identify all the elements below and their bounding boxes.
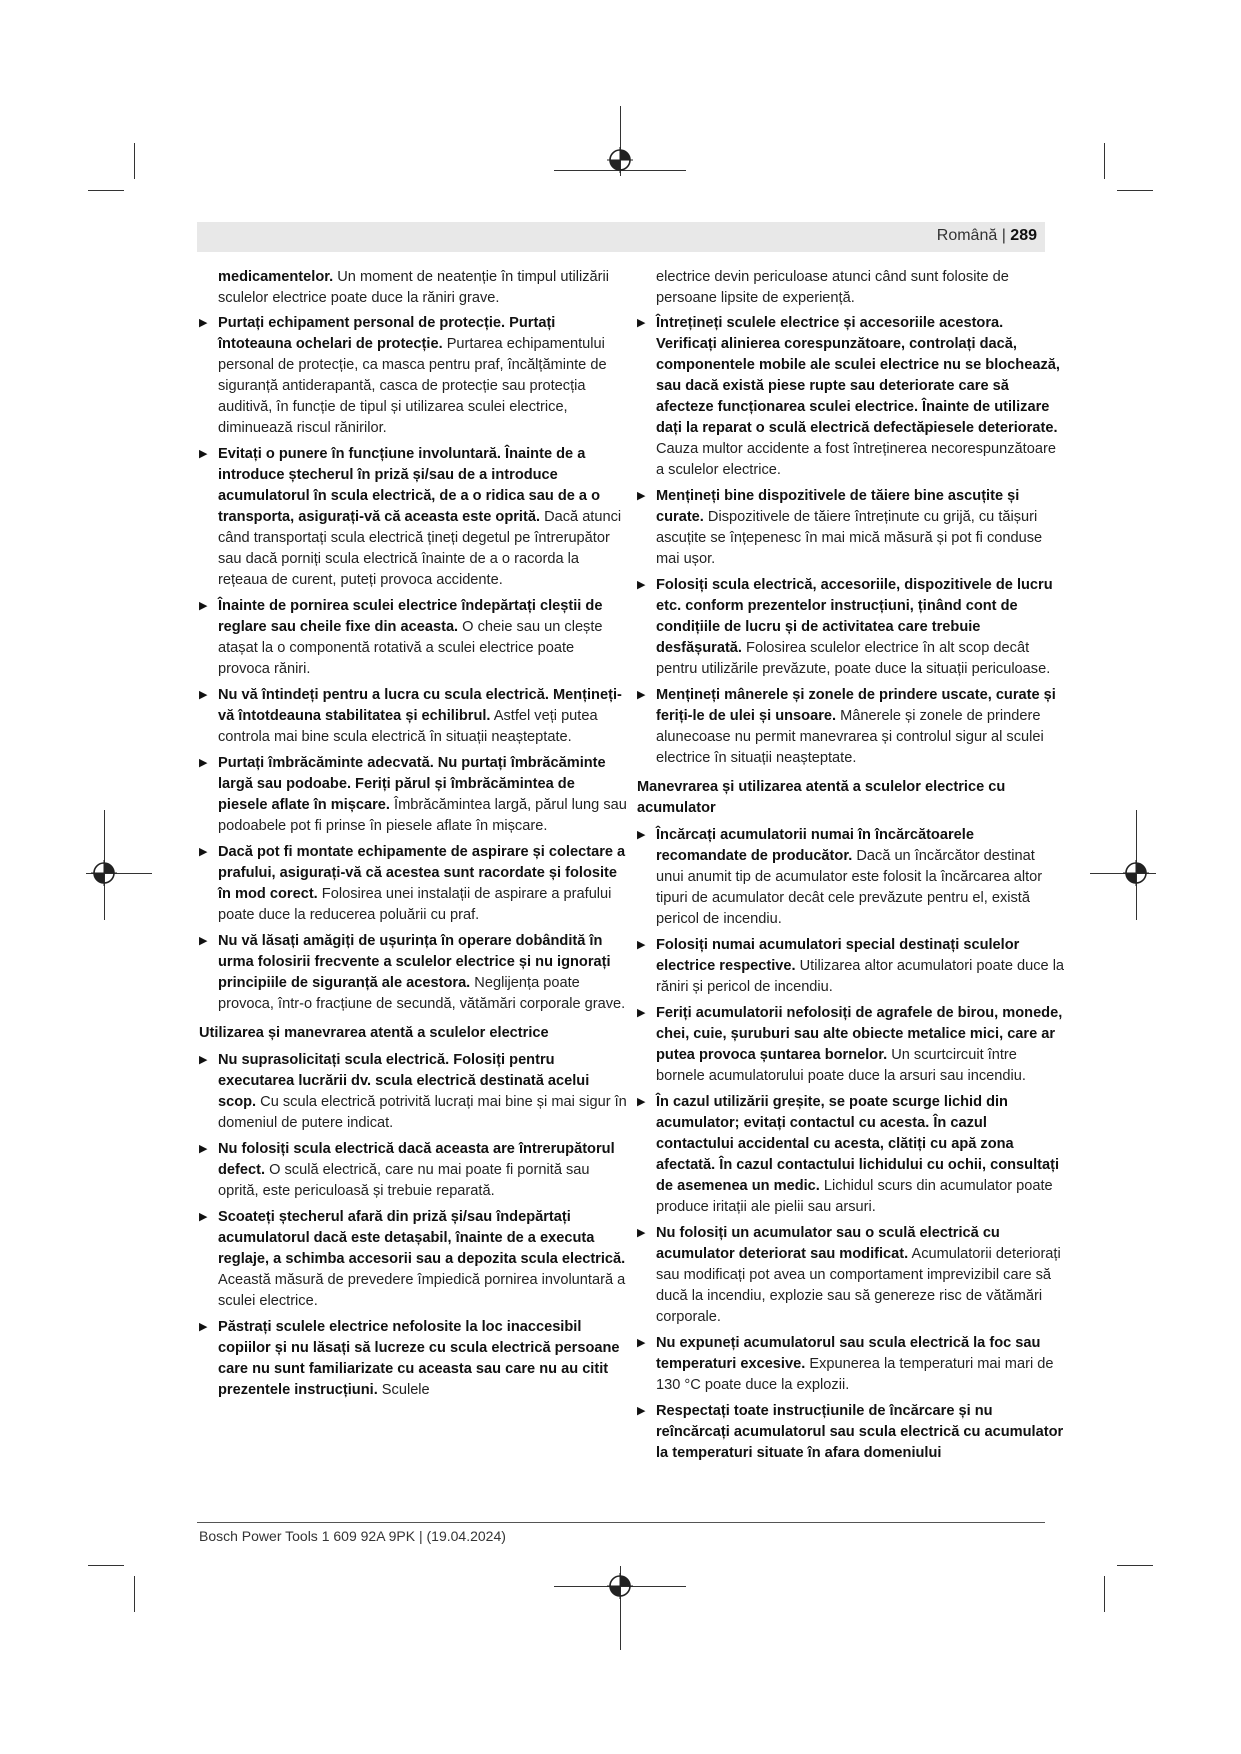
list-item bbox=[199, 1317, 627, 1401]
page-label: Română | 289 bbox=[936, 227, 1037, 244]
bold-text: Folosiți numai acumulatori special destinați sculelor electrice respective. bbox=[656, 937, 1020, 974]
page-header bbox=[197, 222, 1045, 252]
crop-mark bbox=[88, 190, 124, 191]
list-item bbox=[199, 444, 627, 591]
bold-text: Nu folosiți scula electrică dacă aceasta are întrerupătorul defect. bbox=[218, 1141, 615, 1178]
list-item bbox=[637, 486, 1065, 570]
list-item bbox=[637, 1333, 1065, 1396]
footer-divider bbox=[197, 1522, 1045, 1523]
bold-text: Evitați o punere în funcțiune involuntară. Înainte de a introduce ștecherul în priză și/sau de a introduce acumulatorul în scula electrică, de a o ridica sau de a o transporta, asigurați-vă că aceasta este oprită. bbox=[218, 446, 601, 525]
triangle-right-icon: ▶ bbox=[199, 1211, 208, 1223]
triangle-right-icon: ▶ bbox=[199, 448, 208, 460]
triangle-right-icon: ▶ bbox=[637, 1405, 646, 1417]
crosshair-target-icon bbox=[91, 860, 117, 886]
bold-text: Mențineți mânerele și zonele de prindere uscate, curate și feriți-le de ulei și unsoare. bbox=[656, 687, 1056, 724]
body-text: Dacă un încărcător destinat unui anumit tip de acumulator este folosit la încărcarea altor tipuri de acumulator decât cele prevăzute pentru el, există pericol de incendiu. bbox=[656, 848, 1043, 927]
triangle-right-icon: ▶ bbox=[637, 1007, 646, 1019]
list-item bbox=[199, 931, 627, 1015]
triangle-right-icon: ▶ bbox=[199, 846, 208, 858]
body-text: Acumulatorii deteriorați sau modificați pot avea un comportament imprevizibil care să ducă la incendiu, explozie sau să genereze risc de vătămări corporale. bbox=[656, 1246, 1061, 1325]
crop-mark bbox=[1104, 1576, 1105, 1612]
body-text: Neglijența poate provoca, într-o fracțiune de secundă, vătămări corporale grave. bbox=[218, 975, 626, 1012]
body-text: O cheie sau un clește atașat la o componentă rotativă a sculei electrice poate provoca răniri. bbox=[218, 619, 603, 677]
crop-mark bbox=[1117, 190, 1153, 191]
body-text: Cauza multor accidente a fost întreținerea necorespunzătoare a sculelor electrice. bbox=[656, 441, 1056, 478]
triangle-right-icon: ▶ bbox=[199, 317, 208, 329]
bold-text: Nu suprasolicitați scula electrică. Folosiți pentru executarea lucrării dv. scula electrică destinată acelui scop. bbox=[218, 1052, 590, 1110]
body-text: Dispozitivele de tăiere întreținute cu grijă, cu tăișuri ascuțite se înțepenesc în mai mică măsură și pot fi conduse mai ușor. bbox=[656, 509, 1043, 567]
body-text: Purtarea echipamentului personal de protecție, ca masca pentru praf, încălțăminte de siguranță antiderapantă, casca de protecție sau protecția auditivă, în funcție de tipul și utilizarea sculei electrice, diminuează riscul rănirilor. bbox=[218, 336, 607, 436]
bold-text: Întrețineți sculele electrice și accesoriile acestora. Verificați alinierea corespunzătoare, controlați dacă, componentele mobile ale sculei electrice nu se blochează, sau dacă există piese rupte sau deteriorate care să afecteze funcționarea sculei electrice. Înainte de utilizare dați la reparat o sculă electrică defectăpiesele deteriorate. bbox=[656, 315, 1060, 436]
intro-paragraph bbox=[637, 267, 1065, 309]
bold-text: Respectați toate instrucțiunile de încărcare și nu reîncărcați acumulatorul sau scula electrică cu acumulator la temperaturi situate în afara domeniului bbox=[656, 1403, 1064, 1461]
triangle-right-icon: ▶ bbox=[199, 757, 208, 769]
list-item bbox=[199, 842, 627, 926]
bold-text: Înainte de pornirea sculei electrice îndepărtați cleștii de reglare sau cheile fixe din aceasta. bbox=[218, 598, 603, 635]
bold-text: Feriți acumulatorii nefolosiți de agrafele de birou, monede, chei, cuie, șuruburi sau alte obiecte metalice mici, care ar putea provoca șuntarea bornelor. bbox=[656, 1005, 1063, 1063]
page-footer: Bosch Power Tools 1 609 92A 9PK | (19.04.2024) bbox=[199, 1528, 506, 1544]
triangle-right-icon: ▶ bbox=[637, 490, 646, 502]
bold-text: Scoateți ștecherul afară din priză și/sau îndepărtați acumulatorul dacă este detașabil, înainte de a executa reglaje, a schimba accesorii sau a depozita scula electrică. bbox=[218, 1209, 626, 1267]
body-text: electrice devin periculoase atunci când sunt folosite de persoane lipsite de experiență. bbox=[656, 269, 1009, 306]
triangle-right-icon: ▶ bbox=[199, 1143, 208, 1155]
body-text: Lichidul scurs din acumulator poate produce iritații ale pielii sau arsuri. bbox=[656, 1178, 1053, 1215]
body-text: Folosirea sculelor electrice în alt scop decât pentru utilizările prevăzute, poate duce la situații periculoase. bbox=[656, 640, 1051, 677]
list-item bbox=[637, 1092, 1065, 1218]
bold-text: Încărcați acumulatorii numai în încărcătoarele recomandate de producător. bbox=[656, 827, 974, 864]
list-item bbox=[637, 575, 1065, 680]
list-item bbox=[637, 1003, 1065, 1087]
bold-text: Mențineți bine dispozitivele de tăiere bine ascuțite și curate. bbox=[656, 488, 1020, 525]
left-column bbox=[199, 267, 627, 1406]
crop-mark bbox=[1104, 143, 1105, 179]
triangle-right-icon: ▶ bbox=[199, 1054, 208, 1066]
body-text: Mânerele și zonele de prindere alunecoase nu permit manevrarea și controlul sigur al sculei electrice în situații neașteptate. bbox=[656, 708, 1044, 766]
triangle-right-icon: ▶ bbox=[637, 317, 646, 329]
body-text: Expunerea la temperaturi mai mari de 130 °C poate duce la explozii. bbox=[656, 1356, 1054, 1393]
list-item bbox=[199, 1207, 627, 1312]
list-item bbox=[637, 935, 1065, 998]
body-text: Folosirea unei instalații de aspirare a prafului poate duce la reducerea poluării cu praf. bbox=[218, 886, 612, 923]
page-number: 289 bbox=[1010, 227, 1037, 244]
list-item bbox=[199, 313, 627, 439]
triangle-right-icon: ▶ bbox=[637, 1096, 646, 1108]
crop-mark bbox=[88, 1565, 124, 1566]
triangle-right-icon: ▶ bbox=[199, 600, 208, 612]
body-text: Sculele bbox=[377, 1382, 430, 1398]
section-heading: Utilizarea și manevrarea atentă a sculelor electrice bbox=[199, 1025, 549, 1041]
intro-paragraph bbox=[199, 267, 627, 309]
body-text: Cu scula electrică potrivită lucrați mai bine și mai sigur în domeniul de putere indicat. bbox=[218, 1094, 627, 1131]
list-item bbox=[199, 685, 627, 748]
body-text: Un moment de neatenție în timpul utilizării sculelor electrice poate duce la răniri grave. bbox=[218, 269, 609, 306]
bold-text: Purtați echipament personal de protecție. Purtați întoteauna ochelari de protecție. bbox=[218, 315, 556, 352]
list-item bbox=[637, 313, 1065, 481]
bold-text: Păstrați sculele electrice nefolosite la loc inaccesibil copiilor și nu lăsați să lucreze cu scula electrică persoane care nu sunt familiarizate cu aceasta sau care nu au citit prezentele instrucțiuni. bbox=[218, 1319, 620, 1398]
crosshair-target-icon bbox=[607, 147, 633, 173]
body-text: Utilizarea altor acumulatori poate duce la răniri și pericol de incendiu. bbox=[656, 958, 1065, 995]
bold-text: Purtați îmbrăcăminte adecvată. Nu purtați îmbrăcăminte largă sau podoabe. Feriți părul și îmbrăcămintea de piesele aflate în mișcare. bbox=[218, 755, 606, 813]
crosshair-target-icon bbox=[1123, 860, 1149, 886]
triangle-right-icon: ▶ bbox=[199, 1321, 208, 1333]
list-item bbox=[199, 1050, 627, 1134]
list-item bbox=[637, 1223, 1065, 1328]
body-text: O sculă electrică, care nu mai poate fi pornită sau oprită, este periculoasă și trebuie reparată. bbox=[218, 1162, 590, 1199]
list-item bbox=[637, 685, 1065, 769]
body-text: Această măsură de prevedere împiedică pornirea involuntară a sculei electrice. bbox=[218, 1272, 626, 1309]
crosshair-target-icon bbox=[607, 1573, 633, 1599]
triangle-right-icon: ▶ bbox=[199, 935, 208, 947]
body-text: Astfel veți putea controla mai bine scula electrică în situații neașteptate. bbox=[218, 708, 598, 745]
list-item bbox=[637, 825, 1065, 930]
bold-text: Nu vă lăsați amăgiți de ușurința în operare dobândită în urma folosirii frecvente a sculelor electrice și nu ignorați principiile de siguranță ale acestora. bbox=[218, 933, 611, 991]
bold-text: În cazul utilizării greșite, se poate scurge lichid din acumulator; evitați contactul cu acesta. În cazul contactului accidental cu acesta, clătiți cu apă zona afectată. În cazul contactului lichidului cu ochii, consultați de asemenea un medic. bbox=[656, 1094, 1060, 1194]
language-label: Română bbox=[936, 227, 998, 244]
body-text: Dacă atunci când transportați scula electrică țineți degetul pe întrerupător sau dacă porniți scula electrică înainte de a o racorda la rețeaua de curent, puteți provoca accidente. bbox=[218, 509, 622, 588]
body-text: Un scurtcircuit între bornele acumulatorului poate duce la arsuri sau incendiu. bbox=[656, 1047, 1026, 1084]
body-text: Îmbrăcămintea largă, părul lung sau podoabele pot fi prinse în piesele aflate în mișcare. bbox=[218, 797, 627, 834]
list-item bbox=[637, 1401, 1065, 1464]
bold-text: medicamentelor. bbox=[218, 269, 334, 285]
triangle-right-icon: ▶ bbox=[637, 939, 646, 951]
list-item bbox=[199, 1139, 627, 1202]
crop-mark bbox=[1117, 1565, 1153, 1566]
triangle-right-icon: ▶ bbox=[637, 829, 646, 841]
bold-text: Folosiți scula electrică, accesoriile, dispozitivele de lucru etc. conform prezentelor instrucțiuni, ținând cont de condițiile de lucru și de activitatea care trebuie desfășurată. bbox=[656, 577, 1053, 656]
bold-text: Nu vă întindeți pentru a lucra cu scula electrică. Mențineți-vă întotdeauna stabilitatea și echilibrul. bbox=[218, 687, 622, 724]
triangle-right-icon: ▶ bbox=[637, 579, 646, 591]
bold-text: Dacă pot fi montate echipamente de aspirare și colectare a prafului, asigurați-vă că acestea sunt racordate și folosite în mod corect. bbox=[218, 844, 626, 902]
triangle-right-icon: ▶ bbox=[637, 1337, 646, 1349]
right-column bbox=[637, 267, 1065, 1469]
section-heading: Manevrarea și utilizarea atentă a sculelor electrice cu acumulator bbox=[637, 779, 1006, 816]
crop-mark bbox=[134, 143, 135, 179]
triangle-right-icon: ▶ bbox=[637, 689, 646, 701]
bold-text: Nu expuneți acumulatorul sau scula electrică la foc sau temperaturi excesive. bbox=[656, 1335, 1041, 1372]
list-item bbox=[199, 753, 627, 837]
triangle-right-icon: ▶ bbox=[637, 1227, 646, 1239]
crop-mark bbox=[134, 1576, 135, 1612]
bold-text: Nu folosiți un acumulator sau o sculă electrică cu acumulator deteriorat sau modificat. bbox=[656, 1225, 1000, 1262]
triangle-right-icon: ▶ bbox=[199, 689, 208, 701]
list-item bbox=[199, 596, 627, 680]
